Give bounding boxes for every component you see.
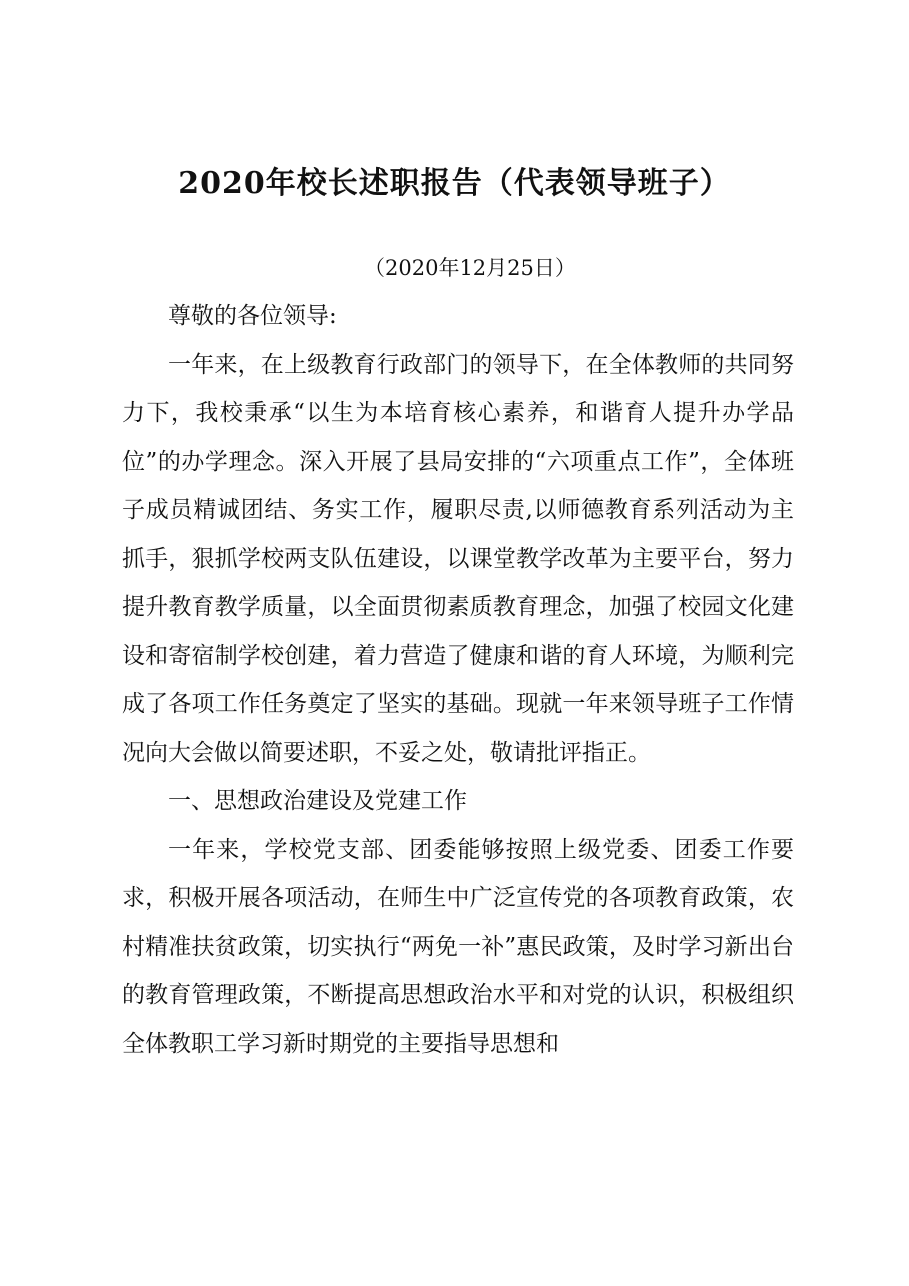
paragraph-section-1: 一年来，学校党支部、团委能够按照上级党委、团委工作要求，积极开展各项活动，在师生中广泛宣传党的各项教育政策，农村精准扶贫政策，切实执行“两免一补”惠民政策，及时学习新出台的教育管理政策，不断提高思想政治水平和对党的认识，积极组织全体教职工学习新时期党的主要指导思想和 bbox=[122, 836, 794, 1057]
paragraph-intro: 一年来，在上级教育行政部门的领导下，在全体教师的共同努力下，我校秉承“以生为本培育核心素养，和谐育人提升办学品位”的办学理念。深入开展了县局安排的“六项重点工作”，全体班子成员精诚团结、务实工作，履职尽责,以师德教育系列活动为主抓手，狠抓学校两支队伍建设，以课堂教学改革为主要平台，努力提升教育教学质量，以全面贯彻素质教育理念，加强了校园文化建设和寄宿制学校创建，着力营造了健康和谐的育人环境，为顺利完成了各项工作任务奠定了坚实的基础。现就一年来领导班子工作情况向大会做以简要述职，不妥之处，敬请批评指正。 bbox=[122, 351, 794, 766]
salutation: 尊敬的各位领导: bbox=[168, 303, 337, 329]
document-date: （2020年12月25日） bbox=[364, 256, 576, 280]
document-title: 2020年校长述职报告（代表领导班子） bbox=[178, 166, 731, 201]
section-heading: 一、思想政治建设及党建工作 bbox=[168, 788, 467, 814]
document-body bbox=[122, 292, 794, 1068]
